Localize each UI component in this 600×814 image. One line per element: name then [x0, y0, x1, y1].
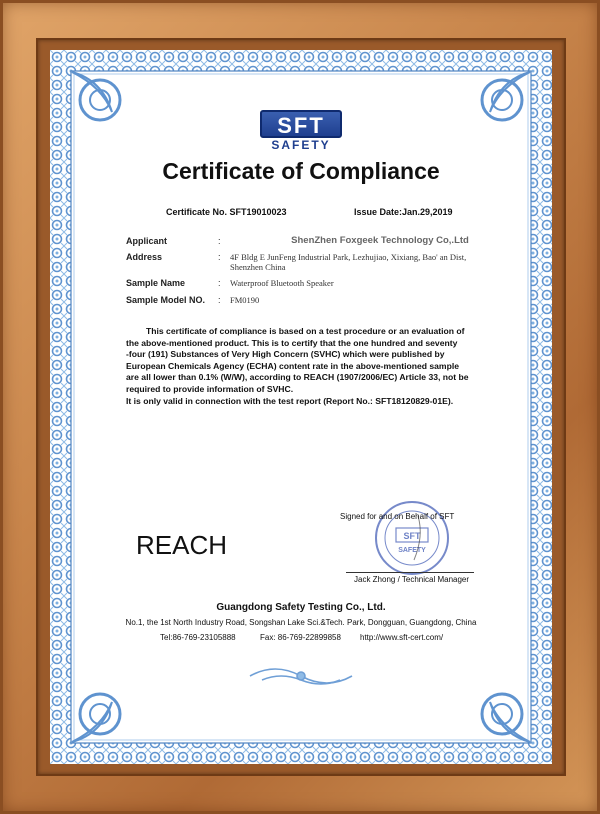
statement-line: are all lower than 0.1% (W/W), according to REACH (1907/2006/EC) Article 33, not be — [126, 372, 469, 383]
seal-text: SAFETY — [398, 547, 426, 554]
svg-text:SFT: SFT — [403, 531, 421, 541]
field-colon: : — [218, 236, 221, 246]
certificate-number: Certificate No. SFT19010023 — [166, 207, 287, 217]
field-value: FM0190 — [230, 295, 260, 305]
issue-date: Issue Date:Jan.29,2019 — [354, 207, 453, 217]
field-value: Waterproof Bluetooth Speaker — [230, 278, 334, 288]
company-tel: Tel:86-769-23105888 — [160, 633, 236, 642]
company-address: No.1, the 1st North Industry Road, Songshan Lake Sci.&Tech. Park, Dongguan, Guangdong, China — [125, 618, 477, 627]
logo-subtitle: SAFETY — [271, 138, 331, 152]
field-label: Sample Model NO. — [126, 295, 206, 305]
standard-label: REACH — [136, 530, 228, 560]
field-label: Sample Name — [126, 278, 186, 288]
signature-line — [346, 572, 474, 573]
statement-line: It is only valid in connection with the test report (Report No.: SFT18120829-01E). — [126, 395, 454, 406]
compliance-statement — [126, 326, 486, 407]
signer-name: Jack Zhong / Technical Manager — [354, 575, 470, 584]
issuing-company: Guangdong Safety Testing Co., Ltd. — [216, 602, 386, 613]
field-label: Applicant — [126, 236, 168, 246]
field-label: Address — [126, 252, 163, 262]
statement-line: This certificate of compliance is based on a test procedure or an evaluation of — [146, 326, 465, 336]
field-value: 4F Bldg E JunFeng Industrial Park, Lezhujiao, Xixiang, Bao' an Dist, Shenzhen China — [230, 252, 467, 272]
logo-brand: SFT — [260, 110, 342, 138]
statement-line: the above-mentioned product. This is to certify that the one hundred and seventy — [126, 337, 458, 348]
field-colon: : — [218, 252, 221, 262]
signed-for-label: Signed for and on Behalf of SFT — [340, 512, 455, 521]
official-seal-icon — [372, 498, 452, 578]
statement-line: European Chemicals Agency (ECHA) content rate in the above-mentioned sample — [126, 360, 459, 371]
certificate-title: Certificate of Compliance — [162, 158, 440, 184]
certificate-paper — [50, 50, 552, 764]
statement-line: -four (191) Substances of Very High Concern (SVHC) which were published by — [126, 349, 445, 360]
statement-line: required to provide information of SVHC. — [126, 383, 294, 394]
sft-logo — [260, 110, 342, 152]
company-fax: Fax: 86-769-22899858 — [260, 633, 341, 642]
field-colon: : — [218, 278, 221, 288]
field-value: ShenZhen Foxgeek Technology Co,.Ltd — [291, 235, 469, 246]
company-website[interactable]: http://www.sft-cert.com/ — [360, 633, 444, 642]
field-colon: : — [218, 295, 221, 305]
